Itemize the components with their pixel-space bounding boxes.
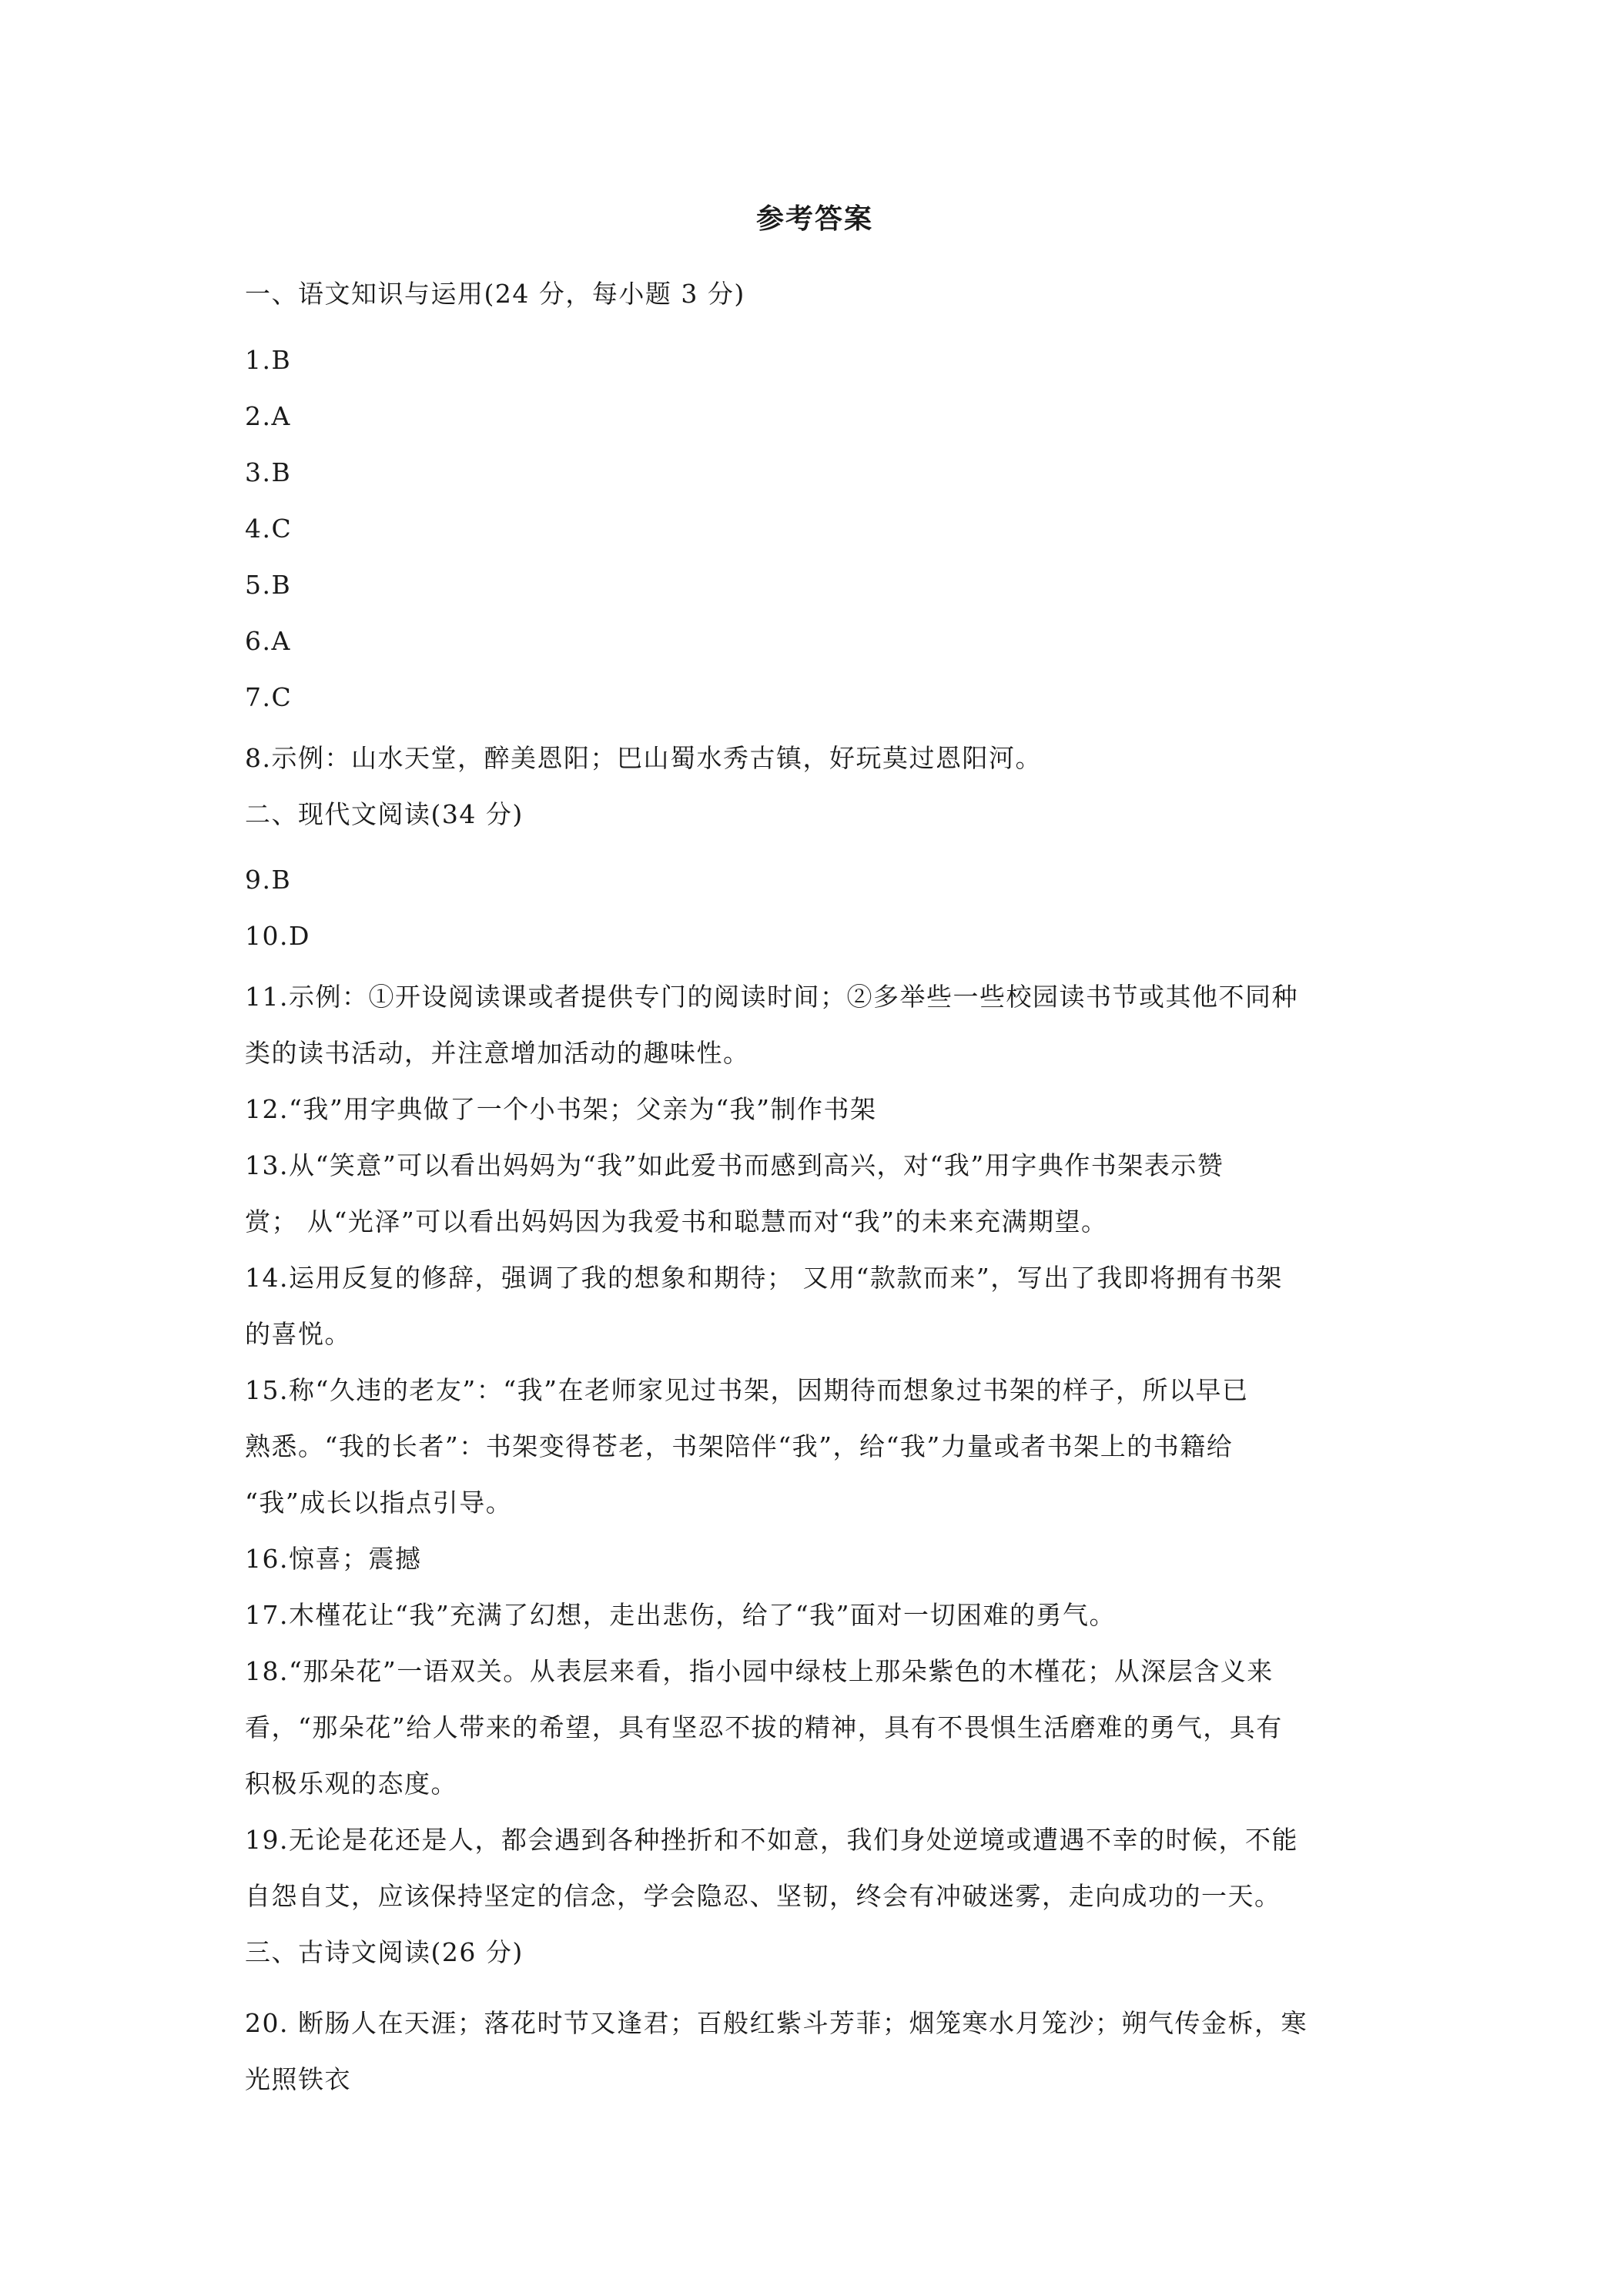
answer-14-line-2: 的喜悦。 [245, 1319, 351, 1349]
answer-2: 2.A [245, 401, 291, 431]
answer-11-line-2: 类的读书活动，并注意增加活动的趣味性。 [245, 1038, 750, 1068]
answer-12: 12.“我”用字典做了一个小书架；父亲为“我”制作书架 [245, 1094, 877, 1124]
answer-19-line-2: 自怨自艾，应该保持坚定的信念，学会隐忍、坚韧，终会有冲破迷雾，走向成功的一天。 [245, 1881, 1281, 1911]
answer-9: 9.B [245, 865, 292, 895]
answer-4: 4.C [245, 514, 293, 544]
answer-20-line-1: 20. 断肠人在天涯；落花时节又逢君；百般红紫斗芳菲；烟笼寒水月笼沙；朔气传金柝，寒 [245, 2008, 1308, 2038]
answer-1: 1.B [245, 345, 292, 375]
answer-13-line-1: 13.从“笑意”可以看出妈妈为“我”如此爱书而感到高兴，对“我”用字典作书架表示赞 [245, 1150, 1224, 1180]
answer-16: 16.惊喜；震撼 [245, 1544, 422, 1574]
answer-6: 6.A [245, 626, 291, 656]
answer-19-line-1: 19.无论是花还是人，都会遇到各种挫折和不如意，我们身处逆境或遭遇不幸的时候，不能 [245, 1825, 1298, 1855]
answer-10: 10.D [245, 921, 310, 951]
answer-8: 8.示例：山水天堂，醉美恩阳；巴山蜀水秀古镇，好玩莫过恩阳河。 [245, 743, 1042, 773]
answer-3: 3.B [245, 457, 292, 487]
section-heading-1: 一、语文知识与运用(24 分，每小题 3 分) [245, 279, 745, 309]
answer-11-line-1: 11.示例：①开设阅读课或者提供专门的阅读时间；②多举些一些校园读书节或其他不同种 [245, 982, 1298, 1012]
answer-15-line-3: “我”成长以指点引导。 [245, 1488, 513, 1518]
page-title: 参考答案 [755, 202, 873, 235]
answer-14-line-1: 14.运用反复的修辞，强调了我的想象和期待； 又用“款款而来”，写出了我即将拥有书架 [245, 1263, 1283, 1293]
answer-5: 5.B [245, 570, 292, 600]
answer-7: 7.C [245, 682, 293, 712]
answer-18-line-3: 积极乐观的态度。 [245, 1769, 457, 1799]
answer-20-line-2: 光照铁衣 [245, 2064, 351, 2094]
section-heading-2: 二、现代文阅读(34 分) [245, 799, 524, 829]
answer-15-line-2: 熟悉。“我的长者”：书架变得苍老，书架陪伴“我”，给“我”力量或者书架上的书籍给 [245, 1431, 1234, 1461]
section-heading-3: 三、古诗文阅读(26 分) [245, 1937, 524, 1967]
answer-13-line-2: 赏； 从“光泽”可以看出妈妈因为我爱书和聪慧而对“我”的未来充满期望。 [245, 1207, 1108, 1237]
answer-18-line-1: 18.“那朵花”一语双关。从表层来看，指小园中绿枝上那朵紫色的木槿花；从深层含义来 [245, 1656, 1274, 1686]
answer-18-line-2: 看，“那朵花”给人带来的希望，具有坚忍不拔的精神，具有不畏惧生活磨难的勇气，具有 [245, 1712, 1283, 1742]
answer-15-line-1: 15.称“久违的老友”：“我”在老师家见过书架，因期待而想象过书架的样子，所以早已 [245, 1375, 1249, 1405]
answer-17: 17.木槿花让“我”充满了幻想，走出悲伤，给了“我”面对一切困难的勇气。 [245, 1600, 1116, 1630]
